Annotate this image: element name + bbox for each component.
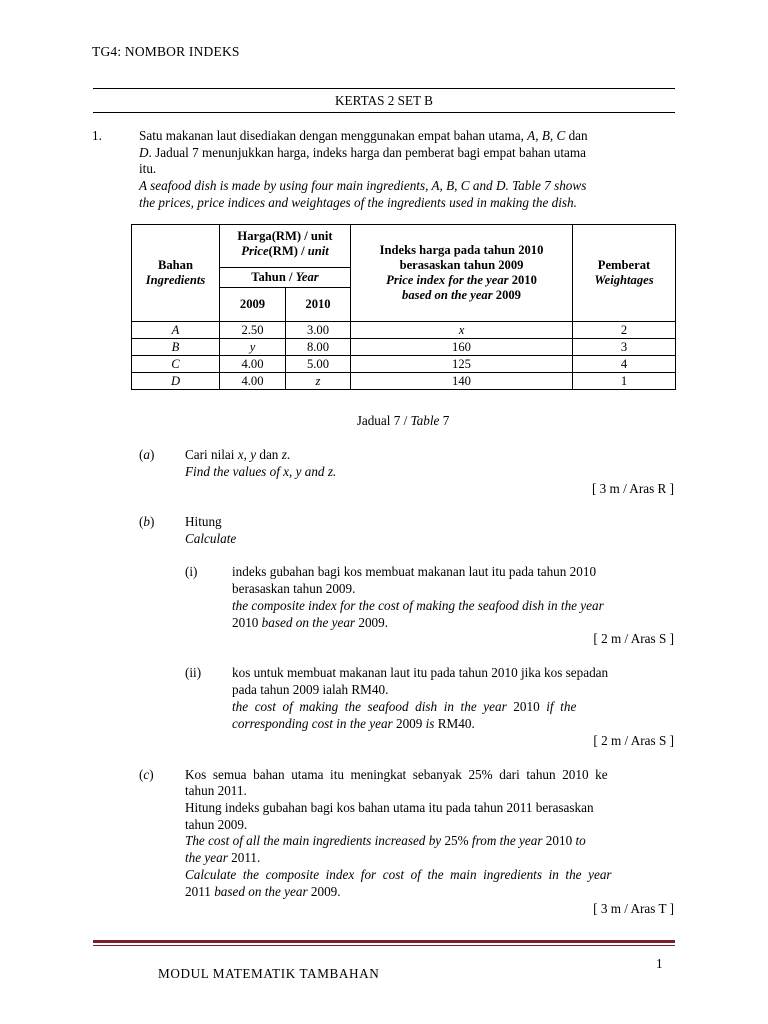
part-c-ms-2: tahun 2011.	[185, 783, 247, 798]
part-c-ms-3: Hitung indeks gubahan bagi kos bahan utama itu pada tahun 2011 berasaskan	[185, 800, 594, 815]
question-number: 1.	[92, 128, 102, 143]
paper-title: KERTAS 2 SET B	[335, 93, 433, 108]
footer-rule-thin	[93, 945, 675, 946]
part-b-i-en-2: 2010 based on the year 2009.	[232, 615, 389, 630]
part-b-label: (b)	[139, 514, 155, 529]
part-b-ii-en-2: corresponding cost in the year 2009 is RM40.	[232, 716, 475, 731]
intro-ms-line1: Satu makanan laut disediakan dengan menggunakan empat bahan utama, A, B, C dan	[139, 128, 588, 143]
header-rule-bottom	[93, 112, 675, 113]
intro-en-line1: A seafood dish is made by using four main ingredients, A, B, C and D. Table 7 shows	[139, 178, 587, 193]
header-price: Harga(RM) / unit Price(RM) / unit	[220, 225, 351, 268]
part-a-ms: Cari nilai x, y dan z.	[185, 447, 291, 462]
part-c-ms-1: Kos semua bahan utama itu meningkat sebanyak 25% dari tahun 2010 ke	[185, 767, 608, 782]
intro-en-line2: the prices, price indices and weightages of the ingredients used in making the dish.	[139, 195, 577, 210]
table-row: C 4.00 5.00 125 4	[132, 356, 676, 373]
part-c-en-4: 2011 based on the year 2009.	[185, 884, 341, 899]
part-b-en: Calculate	[185, 531, 237, 546]
footer-module-title: MODUL MATEMATIK TAMBAHAN	[158, 966, 380, 981]
part-a-marks: [ 3 m / Aras R ]	[591, 481, 674, 496]
part-b-ms: Hitung	[185, 514, 222, 529]
header-weightages: Pemberat Weightages	[573, 225, 676, 322]
part-b-i-label: (i)	[185, 564, 198, 579]
part-b-ii-en-1: the cost of making the seafood dish in the year 2010 if the	[232, 699, 577, 714]
part-a-en: Find the values of x, y and z.	[185, 464, 337, 479]
part-b-ii-ms-2: pada tahun 2009 ialah RM40.	[232, 682, 389, 697]
part-c-marks: [ 3 m / Aras T ]	[593, 901, 674, 916]
part-c-en-3: Calculate the composite index for cost of the main ingredients in the year	[185, 867, 612, 882]
part-b-ii-marks: [ 2 m / Aras S ]	[593, 733, 674, 748]
header-year: Tahun / Year	[220, 268, 351, 288]
intro-ms-line3: itu.	[139, 161, 157, 176]
part-b-i-ms-2: berasaskan tahun 2009.	[232, 581, 356, 596]
footer-rule-thick	[93, 940, 675, 943]
part-c-label: (c)	[139, 767, 154, 782]
header-ingredients: Bahan Ingredients	[132, 225, 220, 322]
table-caption: Jadual 7 / Table 7	[356, 413, 450, 428]
intro-ms-line2: D. Jadual 7 menunjukkan harga, indeks harga dan pemberat bagi empat bahan utama	[139, 145, 587, 160]
part-c-en-1: The cost of all the main ingredients increased by 25% from the year 2010 to	[185, 833, 586, 848]
part-b-ii-ms-1: kos untuk membuat makanan laut itu pada tahun 2010 jika kos sepadan	[232, 665, 609, 680]
page-number: 1	[656, 956, 663, 971]
part-b-i-marks: [ 2 m / Aras S ]	[593, 631, 674, 646]
table-row: B y 8.00 160 3	[132, 339, 676, 356]
part-b-i-en-1: the composite index for the cost of making the seafood dish in the year	[232, 598, 604, 613]
part-c-en-2: the year 2011.	[185, 850, 261, 865]
document-header-title: TG4: NOMBOR INDEKS	[92, 44, 240, 59]
table-row: A 2.50 3.00 x 2	[132, 322, 676, 339]
part-b-i-ms-1: indeks gubahan bagi kos membuat makanan laut itu pada tahun 2010	[232, 564, 597, 579]
header-price-index: Indeks harga pada tahun 2010 berasaskan tahun 2009 Price index for the year 2010 based on the year 2009	[351, 225, 573, 322]
part-c-ms-4: tahun 2009.	[185, 817, 248, 832]
header-year-2010: 2010	[286, 288, 351, 322]
part-a-label: (a)	[139, 447, 155, 462]
table-row: D 4.00 z 140 1	[132, 373, 676, 390]
part-b-ii-label: (ii)	[185, 665, 202, 680]
table-7	[131, 224, 676, 390]
header-rule-top	[93, 88, 675, 89]
header-year-2009: 2009	[220, 288, 286, 322]
